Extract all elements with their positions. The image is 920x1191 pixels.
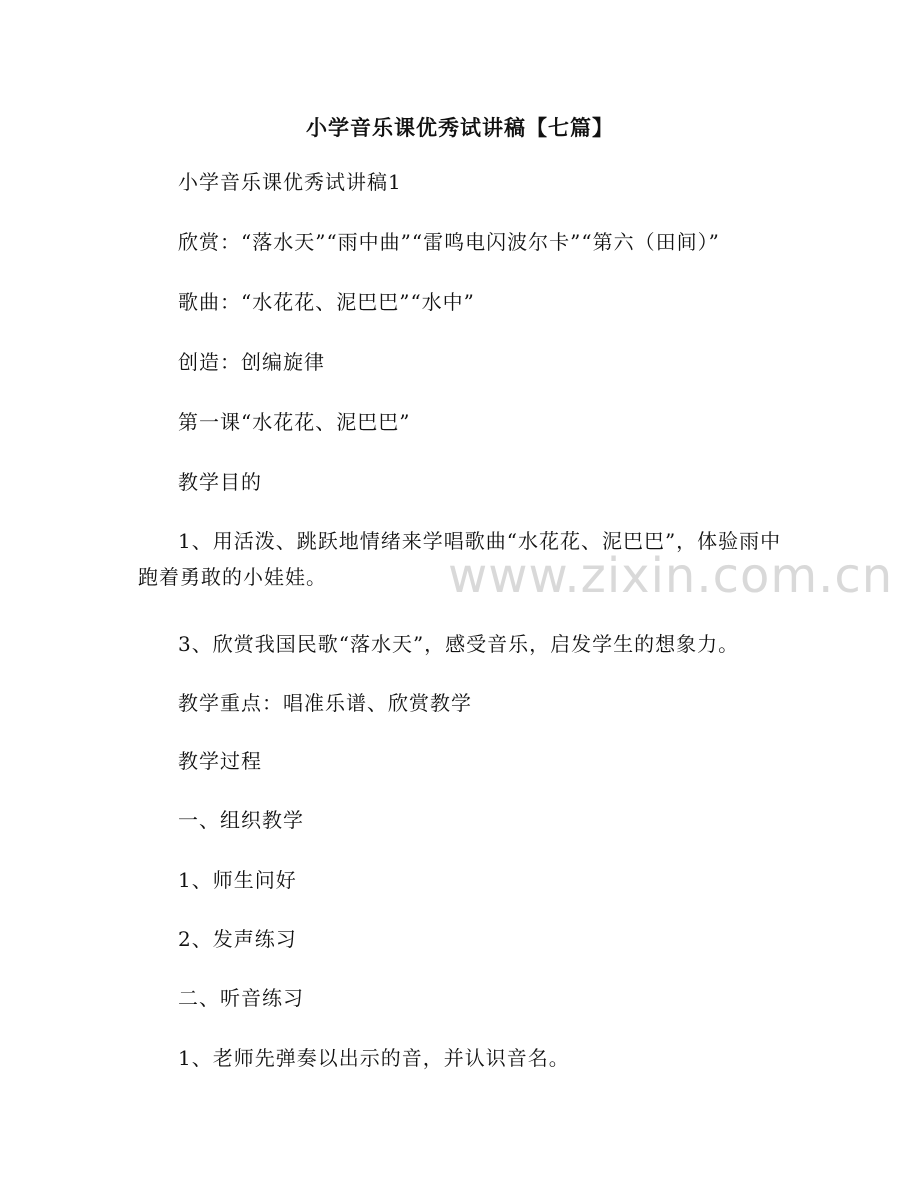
paragraph-2: 欣赏：“落水天”“雨中曲”“雷鸣电闪波尔卡”“第六（田间）” [178, 230, 720, 254]
document-title: 小学音乐课优秀试讲稿【七篇】 [306, 115, 614, 140]
paragraph-9: 教学重点：唱准乐谱、欣赏教学 [178, 691, 472, 715]
paragraph-5: 第一课“水花花、泥巴巴” [178, 410, 411, 434]
paragraph-14: 二、听音练习 [178, 986, 304, 1010]
paragraph-6: 教学目的 [178, 470, 262, 494]
paragraph-13: 2、发声练习 [178, 927, 297, 951]
paragraph-4: 创造：创编旋律 [178, 350, 325, 374]
watermark: www.zixin.com.cn [448, 548, 894, 604]
paragraph-3: 歌曲：“水花花、泥巴巴”“水中” [178, 290, 475, 314]
paragraph-11: 一、组织教学 [178, 808, 304, 832]
paragraph-8: 3、欣赏我国民歌“落水天”，感受音乐，启发学生的想象力。 [178, 632, 740, 656]
paragraph-1: 小学音乐课优秀试讲稿1 [178, 170, 402, 194]
paragraph-15: 1、老师先弹奏以出示的音，并认识音名。 [178, 1046, 570, 1070]
paragraph-7: 1、用活泼、跳跃地情绪来学唱歌曲“水花花、泥巴巴”，体验雨中跑着勇敢的小娃娃。 [138, 529, 782, 589]
paragraph-10: 教学过程 [178, 749, 262, 773]
paragraph-12: 1、师生问好 [178, 868, 297, 892]
